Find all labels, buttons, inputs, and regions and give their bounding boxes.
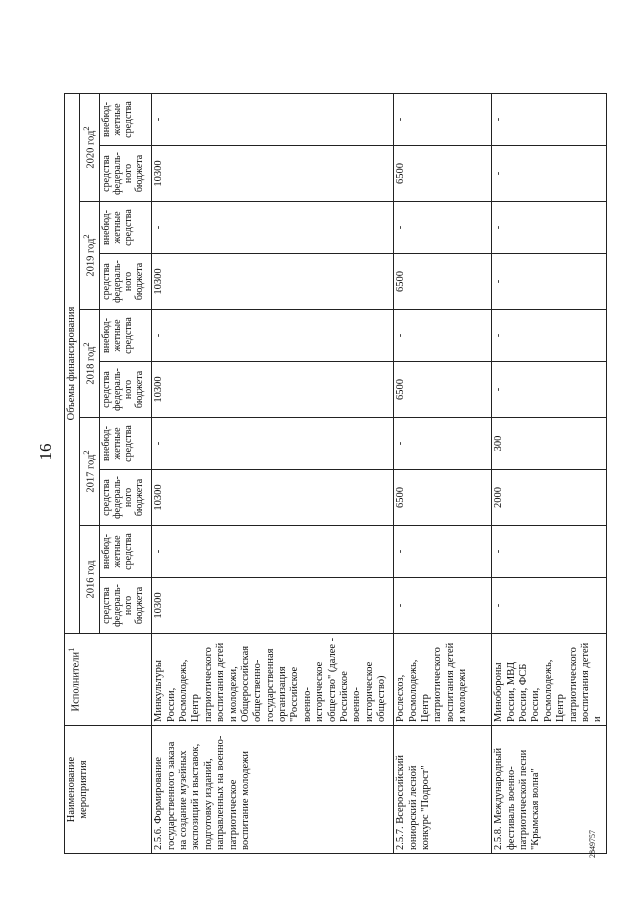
activity-name: 2.5.7. Всероссийский юниорский лесной конкурс "Подрост": [394, 726, 492, 854]
funding-value: -: [152, 310, 394, 362]
executors-column-header: [65, 634, 152, 726]
federal-budget-header: средства федераль-ного бюджета: [100, 362, 152, 418]
funding-value: -: [394, 202, 492, 254]
federal-budget-header: средства федераль-ного бюджета: [100, 254, 152, 310]
federal-budget-header: средства федераль-ного бюджета: [100, 578, 152, 634]
year-sup: 2: [81, 126, 92, 131]
funding-table: [64, 93, 607, 854]
federal-budget-header: средства федераль-ного бюджета: [100, 470, 152, 526]
name-column-header: Наименование мероприятия: [65, 726, 152, 854]
extra-budget-header: внебюд-жетные средства: [100, 526, 152, 578]
year-header-2018: [80, 310, 100, 418]
page-number: 16: [36, 443, 55, 461]
funding-value: -: [152, 418, 394, 470]
document-id: 2849757: [588, 830, 597, 858]
funding-value: 10300: [152, 470, 394, 526]
extra-budget-header: внебюд-жетные средства: [100, 202, 152, 254]
year-label: 2019 год: [85, 238, 97, 277]
funding-value: -: [492, 578, 606, 634]
year-header-2019: [80, 202, 100, 310]
activity-executors: Минобороны России, МВД России, ФСБ России, Росмолодежь, Центр патриотического воспитания детей и: [492, 634, 606, 726]
activity-name: 2.5.6. Формирование государственного заказа на создание музейных экспозиций и выставок, подготовку изданий, направленных на военно-патриотическое воспитание молодежи: [152, 726, 394, 854]
funding-header: Объемы финансирования: [65, 94, 80, 634]
year-header-2017: [80, 418, 100, 526]
table-row: [492, 94, 606, 854]
year-header-2020: [80, 94, 100, 202]
funding-value: 10300: [152, 254, 394, 310]
funding-value: -: [492, 94, 606, 146]
year-sup: 2: [81, 450, 92, 455]
funding-value: -: [492, 146, 606, 202]
funding-value: 10300: [152, 578, 394, 634]
funding-value: -: [492, 310, 606, 362]
activity-executors: Минкультуры России, Росмолодежь, Центр патриотического воспитания детей и молодежи, Общероссийская общественно-государственная организация "Российское военно-историческое общество" (далее - Российское военно-историческое общество): [152, 634, 394, 726]
year-label: 2018 год: [85, 346, 97, 385]
year-label: 2020 год: [85, 130, 97, 169]
funding-value: 2000: [492, 470, 606, 526]
funding-value: 6500: [394, 146, 492, 202]
funding-value: -: [152, 94, 394, 146]
year-header-2016: [80, 526, 100, 634]
rotated-content: [36, 42, 604, 862]
header-row-1: [65, 94, 80, 854]
funding-value: 10300: [152, 146, 394, 202]
funding-value: -: [492, 202, 606, 254]
extra-budget-header: внебюд-жетные средства: [100, 94, 152, 146]
funding-value: 6500: [394, 254, 492, 310]
funding-value: -: [492, 362, 606, 418]
year-sup: 2: [81, 342, 92, 347]
funding-value: -: [394, 578, 492, 634]
extra-budget-header: внебюд-жетные средства: [100, 310, 152, 362]
year-label: 2017 год: [85, 454, 97, 493]
funding-value: -: [394, 418, 492, 470]
executors-header-label: Исполнители: [70, 651, 82, 712]
funding-value: 6500: [394, 470, 492, 526]
year-sup: 2: [81, 234, 92, 239]
funding-value: -: [394, 526, 492, 578]
activity-executors: Рослесхоз, Росмолодежь, Центр патриотического воспитания детей и молодежи: [394, 634, 492, 726]
table-row: [152, 94, 394, 854]
funding-value: -: [394, 310, 492, 362]
funding-value: -: [394, 94, 492, 146]
funding-value: 300: [492, 418, 606, 470]
funding-value: -: [492, 526, 606, 578]
funding-value: 10300: [152, 362, 394, 418]
federal-budget-header: средства федераль-ного бюджета: [100, 146, 152, 202]
table-row: [394, 94, 492, 854]
year-label: 2016 год: [85, 560, 97, 599]
funding-value: -: [152, 526, 394, 578]
extra-budget-header: внебюд-жетные средства: [100, 418, 152, 470]
funding-value: 6500: [394, 362, 492, 418]
funding-value: -: [152, 202, 394, 254]
funding-value: -: [492, 254, 606, 310]
activity-name: 2.5.8. Международный фестиваль военно-патриотической песни "Крымская волна": [492, 726, 606, 854]
executors-header-sup: 1: [66, 647, 76, 652]
